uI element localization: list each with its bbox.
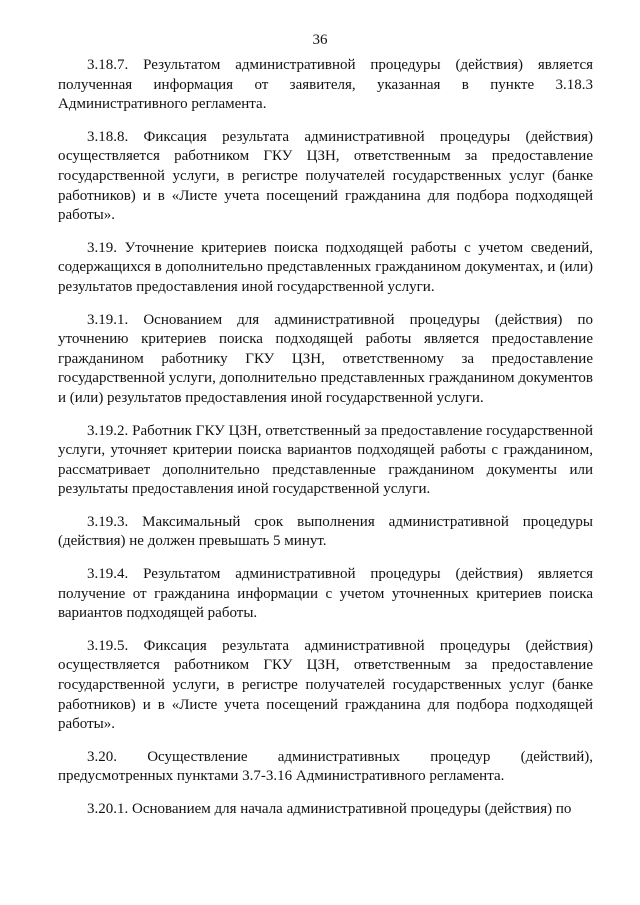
paragraph-3-19-4: 3.19.4. Результатом административной процедуры (действия) является получение от гражданина информации с учетом уточненных критериев поиска вариантов подходящей работы. [58,566,593,622]
paragraph-3-19-3: 3.19.3. Максимальный срок выполнения административной процедуры (действия) не должен превышать 5 минут. [58,513,593,550]
paragraph-3-20: 3.20. Осуществление административных процедур (действий), предусмотренных пунктами 3.7-3.16 Административного регламента. [58,748,593,785]
paragraph-3-19: 3.19. Уточнение критериев поиска подходящей работы с учетом сведений, содержащихся в дополнительно представленных гражданином документах, и (или) результатов предоставления иной государственной услуги. [58,239,593,295]
paragraph-3-19-1: 3.19.1. Основанием для административной процедуры (действия) по уточнению критериев поиска подходящей работы является предоставление гражданином работнику ГКУ ЦЗН, ответственному за предоставление государственной услуги, дополнительно представленных гражданином документов и (или) результатов предоставления иной государственной услуги. [58,311,593,406]
paragraph-3-19-5: 3.19.5. Фиксация результата административной процедуры (действия) осуществляется работником ГКУ ЦЗН, ответственным за предоставление государственной услуги, в регистре получателей государственных услуг (банке работников) и в «Листе учета посещений гражданина для подбора подходящей работы». [58,637,593,733]
page-number: 36 [312,32,328,48]
document-body [58,56,593,833]
paragraph-3-19-2: 3.19.2. Работник ГКУ ЦЗН, ответственный за предоставление государственной услуги, уточняет критерии поиска вариантов подходящей работы с гражданином, рассматривает дополнительно представленные гражданином документы или результаты предоставления иной государственной услуги. [58,422,593,498]
paragraph-3-18-8: 3.18.8. Фиксация результата административной процедуры (действия) осуществляется работником ГКУ ЦЗН, ответственным за предоставление государственной услуги, в регистре получателей государственных услуг (банке работников) и в «Листе учета посещений гражданина для подбора подходящей работы». [58,128,593,224]
paragraph-3-18-7: 3.18.7. Результатом административной процедуры (действия) является полученная информация от заявителя, указанная в пункте 3.18.3 Административного регламента. [58,57,593,113]
paragraph-3-20-1: 3.20.1. Основанием для начала административной процедуры (действия) по [87,801,572,817]
